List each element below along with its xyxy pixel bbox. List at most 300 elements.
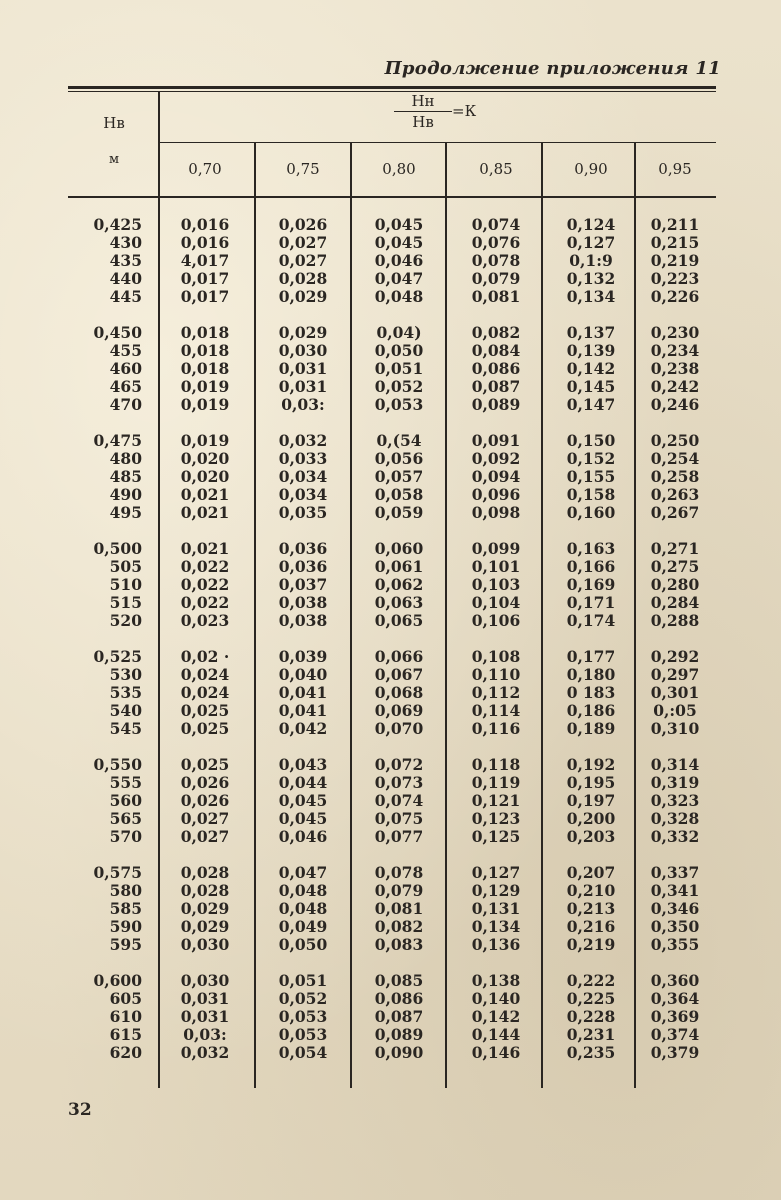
table-cell: 0,018 — [180, 341, 230, 360]
table-cell: 0,073 — [374, 773, 424, 792]
table-cell: 0,129 — [471, 881, 521, 900]
row-key: 535 — [109, 683, 142, 702]
table-cell: 0,086 — [471, 359, 521, 378]
table-cell: 0,222 — [566, 971, 616, 990]
table-cell: 0,364 — [650, 989, 700, 1008]
table-cell: 0,301 — [650, 683, 700, 702]
table-cell: 0,026 — [180, 791, 230, 810]
table-cell: 0,067 — [374, 665, 424, 684]
table-cell: 0,292 — [650, 647, 700, 666]
row-key: 610 — [109, 1007, 142, 1026]
row-key: 0,475 — [93, 431, 142, 450]
table-cell: 0,074 — [471, 215, 521, 234]
table-cell: 0,070 — [374, 719, 424, 738]
table-cell: 0,150 — [566, 431, 616, 450]
table-cell: 0,323 — [650, 791, 700, 810]
table-cell: 0,082 — [374, 917, 424, 936]
table-cell: 0,020 — [180, 467, 230, 486]
table-cell: 0,056 — [374, 449, 424, 468]
table-cell: 0,048 — [278, 881, 328, 900]
table-cell: 0,216 — [566, 917, 616, 936]
table-cell: 0,108 — [471, 647, 521, 666]
table-cell: 0,210 — [566, 881, 616, 900]
row-group — [0, 216, 781, 306]
table-cell: 0,103 — [471, 575, 521, 594]
table-cell: 0,045 — [374, 215, 424, 234]
table-cell: 0,140 — [471, 989, 521, 1008]
table-cell: 0,031 — [278, 359, 328, 378]
table-row — [0, 1008, 781, 1026]
row-group — [0, 972, 781, 1062]
ratio-fraction — [380, 92, 480, 134]
table-cell: 0,379 — [650, 1043, 700, 1062]
table-cell: 0,022 — [180, 575, 230, 594]
table-cell: 0,024 — [180, 665, 230, 684]
table-cell: 0,195 — [566, 773, 616, 792]
table-cell: 0,142 — [471, 1007, 521, 1026]
table-cell: 0,258 — [650, 467, 700, 486]
table-cell: 0,020 — [180, 449, 230, 468]
table-cell: 0,029 — [180, 917, 230, 936]
table-cell: 0,132 — [566, 269, 616, 288]
table-cell: 0,038 — [278, 593, 328, 612]
table-row — [0, 540, 781, 558]
table-cell: 0,074 — [374, 791, 424, 810]
row-key: 465 — [109, 377, 142, 396]
table-cell: 0,040 — [278, 665, 328, 684]
table-cell: 0,155 — [566, 467, 616, 486]
table-cell: 0,228 — [566, 1007, 616, 1026]
table-cell: 0,137 — [566, 323, 616, 342]
table-cell: 0,114 — [471, 701, 521, 720]
table-cell: 0,027 — [278, 233, 328, 252]
table-cell: 0,288 — [650, 611, 700, 630]
table-cell: 0,238 — [650, 359, 700, 378]
table-cell: 0,250 — [650, 431, 700, 450]
table-cell: 0,337 — [650, 863, 700, 882]
table-cell: 0,028 — [180, 881, 230, 900]
row-key: 0,575 — [93, 863, 142, 882]
table-cell: 0,063 — [374, 593, 424, 612]
table-cell: 0,069 — [374, 701, 424, 720]
table-row — [0, 1026, 781, 1044]
table-cell: 0,041 — [278, 683, 328, 702]
table-cell: 0,098 — [471, 503, 521, 522]
row-key: 555 — [109, 773, 142, 792]
table-cell: 0,223 — [650, 269, 700, 288]
table-cell: 0,147 — [566, 395, 616, 414]
row-key: 620 — [109, 1043, 142, 1062]
table-row — [0, 774, 781, 792]
table-cell: 0,048 — [278, 899, 328, 918]
header-divider — [160, 142, 716, 143]
table-cell: 0,297 — [650, 665, 700, 684]
table-row — [0, 882, 781, 900]
table-cell: 0,166 — [566, 557, 616, 576]
table-row — [0, 684, 781, 702]
table-cell: 0,112 — [471, 683, 521, 702]
table-cell: 0,104 — [471, 593, 521, 612]
column-header: 0,90 — [574, 160, 608, 178]
table-cell: 0,034 — [278, 485, 328, 504]
table-cell: 0,284 — [650, 593, 700, 612]
table-cell: 0,029 — [180, 899, 230, 918]
table-cell: 0,053 — [278, 1025, 328, 1044]
table-cell: 0,036 — [278, 557, 328, 576]
table-cell: 0,021 — [180, 503, 230, 522]
column-header: 0,70 — [188, 160, 222, 178]
table-cell: 0,042 — [278, 719, 328, 738]
table-row — [0, 360, 781, 378]
table-body — [0, 216, 781, 1080]
table-cell: 0,017 — [180, 287, 230, 306]
table-row — [0, 432, 781, 450]
table-cell: 0,050 — [278, 935, 328, 954]
column-header: 0,85 — [479, 160, 513, 178]
table-cell: 0,263 — [650, 485, 700, 504]
table-cell: 0,026 — [278, 215, 328, 234]
table-cell: 0,106 — [471, 611, 521, 630]
table-cell: 0,123 — [471, 809, 521, 828]
table-cell: 0,022 — [180, 593, 230, 612]
table-cell: 0,027 — [180, 827, 230, 846]
row-key: 530 — [109, 665, 142, 684]
table-cell: 0,1:9 — [569, 251, 613, 270]
table-cell: 0,038 — [278, 611, 328, 630]
table-cell: 0 183 — [566, 683, 616, 702]
row-key: 505 — [109, 557, 142, 576]
table-cell: 0,028 — [180, 863, 230, 882]
table-cell: 0,090 — [374, 1043, 424, 1062]
table-cell: 0,144 — [471, 1025, 521, 1044]
table-cell: 0,018 — [180, 323, 230, 342]
table-row — [0, 972, 781, 990]
table-row — [0, 342, 781, 360]
table-cell: 0,076 — [471, 233, 521, 252]
table-cell: 0,036 — [278, 539, 328, 558]
table-cell: 0,158 — [566, 485, 616, 504]
table-cell: 0,028 — [278, 269, 328, 288]
table-cell: 0,138 — [471, 971, 521, 990]
row-key: 520 — [109, 611, 142, 630]
table-cell: 0,089 — [471, 395, 521, 414]
table-row — [0, 234, 781, 252]
table-cell: 0,207 — [566, 863, 616, 882]
column-header: 0,80 — [382, 160, 416, 178]
table-cell: 0,341 — [650, 881, 700, 900]
row-key: 0,550 — [93, 755, 142, 774]
table-cell: 0,037 — [278, 575, 328, 594]
table-row — [0, 450, 781, 468]
table-cell: 0,034 — [278, 467, 328, 486]
table-cell: 0,072 — [374, 755, 424, 774]
row-key: 440 — [109, 269, 142, 288]
row-key: 0,500 — [93, 539, 142, 558]
row-header-unit: м — [108, 152, 120, 167]
table-cell: 0,169 — [566, 575, 616, 594]
table-row — [0, 378, 781, 396]
table-cell: 0,03: — [281, 395, 325, 414]
table-cell: 0,134 — [471, 917, 521, 936]
table-cell: 0,039 — [278, 647, 328, 666]
table-cell: 0,332 — [650, 827, 700, 846]
table-cell: 0,146 — [471, 1043, 521, 1062]
table-cell: 0,139 — [566, 341, 616, 360]
table-cell: 0,023 — [180, 611, 230, 630]
row-key: 455 — [109, 341, 142, 360]
table-cell: 0,094 — [471, 467, 521, 486]
table-cell: 0,087 — [471, 377, 521, 396]
table-cell: 0,136 — [471, 935, 521, 954]
table-cell: 0,046 — [374, 251, 424, 270]
table-cell: 0,203 — [566, 827, 616, 846]
row-key: 460 — [109, 359, 142, 378]
row-key: 580 — [109, 881, 142, 900]
table-cell: 0,089 — [374, 1025, 424, 1044]
table-cell: 0,024 — [180, 683, 230, 702]
table-cell: 0,062 — [374, 575, 424, 594]
table-cell: 0,078 — [471, 251, 521, 270]
row-key: 605 — [109, 989, 142, 1008]
table-row — [0, 666, 781, 684]
table-cell: 0,03: — [183, 1025, 227, 1044]
table-cell: 0,226 — [650, 287, 700, 306]
table-cell: 0,186 — [566, 701, 616, 720]
row-key: 560 — [109, 791, 142, 810]
table-cell: 0,142 — [566, 359, 616, 378]
table-cell: 0,025 — [180, 719, 230, 738]
table-row — [0, 720, 781, 738]
table-cell: 0,081 — [471, 287, 521, 306]
table-cell: 0,060 — [374, 539, 424, 558]
table-cell: 0,177 — [566, 647, 616, 666]
table-cell: 0,019 — [180, 395, 230, 414]
table-cell: 0,022 — [180, 557, 230, 576]
table-cell: 0,04) — [376, 323, 422, 342]
table-row — [0, 810, 781, 828]
table-cell: 0,119 — [471, 773, 521, 792]
table-cell: 0,267 — [650, 503, 700, 522]
table-cell: 0,271 — [650, 539, 700, 558]
table-cell: 0,275 — [650, 557, 700, 576]
table-cell: 0,075 — [374, 809, 424, 828]
table-cell: 0,065 — [374, 611, 424, 630]
table-cell: 0,125 — [471, 827, 521, 846]
table-cell: 0,027 — [180, 809, 230, 828]
row-key: 0,525 — [93, 647, 142, 666]
table-row — [0, 288, 781, 306]
table-cell: 0,110 — [471, 665, 521, 684]
table-cell: 0,031 — [180, 1007, 230, 1026]
table-cell: 0,163 — [566, 539, 616, 558]
table-row — [0, 900, 781, 918]
table-cell: 0,049 — [278, 917, 328, 936]
row-key: 480 — [109, 449, 142, 468]
row-key: 565 — [109, 809, 142, 828]
row-key: 515 — [109, 593, 142, 612]
table-cell: 0,02 · — [180, 647, 230, 666]
row-key: 445 — [109, 287, 142, 306]
row-group — [0, 648, 781, 738]
table-cell: 0,048 — [374, 287, 424, 306]
table-cell: 0,171 — [566, 593, 616, 612]
table-cell: 0,219 — [650, 251, 700, 270]
table-cell: 0,051 — [278, 971, 328, 990]
table-cell: 0,047 — [374, 269, 424, 288]
table-row — [0, 1044, 781, 1062]
row-key: 435 — [109, 251, 142, 270]
table-cell: 0,213 — [566, 899, 616, 918]
table-cell: 0,310 — [650, 719, 700, 738]
table-cell: 0,045 — [278, 791, 328, 810]
table-cell: 0,019 — [180, 431, 230, 450]
table-cell: 0,026 — [180, 773, 230, 792]
table-cell: 0,225 — [566, 989, 616, 1008]
table-cell: 0,031 — [180, 989, 230, 1008]
column-header-rule — [68, 196, 716, 198]
table-cell: 0,124 — [566, 215, 616, 234]
table-cell: 0,017 — [180, 269, 230, 288]
table-cell: 0,081 — [374, 899, 424, 918]
table-cell: 0,314 — [650, 755, 700, 774]
table-row — [0, 594, 781, 612]
row-key: 495 — [109, 503, 142, 522]
table-cell: 0,029 — [278, 287, 328, 306]
table-cell: 0,127 — [471, 863, 521, 882]
table-cell: 0,077 — [374, 827, 424, 846]
table-cell: 0,029 — [278, 323, 328, 342]
column-header: 0,75 — [286, 160, 320, 178]
table-cell: 0,041 — [278, 701, 328, 720]
table-row — [0, 324, 781, 342]
table-cell: 0,160 — [566, 503, 616, 522]
table-row — [0, 990, 781, 1008]
table-row — [0, 702, 781, 720]
table-cell: 0,082 — [471, 323, 521, 342]
table-cell: 0,061 — [374, 557, 424, 576]
table-cell: 0,246 — [650, 395, 700, 414]
table-row — [0, 756, 781, 774]
table-cell: 0,043 — [278, 755, 328, 774]
table-row — [0, 486, 781, 504]
table-cell: 0,280 — [650, 575, 700, 594]
table-row — [0, 936, 781, 954]
row-group — [0, 756, 781, 846]
row-group — [0, 540, 781, 630]
table-cell: 0,044 — [278, 773, 328, 792]
table-cell: 0,045 — [374, 233, 424, 252]
row-header-label: Нв — [103, 114, 125, 132]
table-cell: 0,197 — [566, 791, 616, 810]
table-cell: 0,079 — [471, 269, 521, 288]
table-cell: 0,350 — [650, 917, 700, 936]
table-cell: 0,053 — [278, 1007, 328, 1026]
row-key: 590 — [109, 917, 142, 936]
table-cell: 0,027 — [278, 251, 328, 270]
row-key: 0,450 — [93, 323, 142, 342]
table-row — [0, 396, 781, 414]
table-cell: 0,180 — [566, 665, 616, 684]
table-cell: 0,152 — [566, 449, 616, 468]
table-cell: 0,116 — [471, 719, 521, 738]
table-row — [0, 864, 781, 882]
table-cell: 0,016 — [180, 215, 230, 234]
fraction-bar — [394, 111, 452, 112]
page-number: 32 — [68, 1100, 92, 1120]
table-cell: 0,121 — [471, 791, 521, 810]
row-key: 430 — [109, 233, 142, 252]
table-cell: 0,083 — [374, 935, 424, 954]
table-cell: 0,328 — [650, 809, 700, 828]
table-row — [0, 270, 781, 288]
fraction-numerator: Нн — [411, 92, 435, 110]
table-cell: 0,215 — [650, 233, 700, 252]
table-cell: 0,047 — [278, 863, 328, 882]
table-cell: 0,091 — [471, 431, 521, 450]
table-cell: 0,066 — [374, 647, 424, 666]
table-cell: 0,052 — [374, 377, 424, 396]
table-cell: 0,059 — [374, 503, 424, 522]
row-key: 570 — [109, 827, 142, 846]
row-key: 0,425 — [93, 215, 142, 234]
table-cell: 0,145 — [566, 377, 616, 396]
table-cell: 0,016 — [180, 233, 230, 252]
table-cell: 0,032 — [180, 1043, 230, 1062]
table-cell: 0,033 — [278, 449, 328, 468]
row-key: 490 — [109, 485, 142, 504]
table-cell: 0,035 — [278, 503, 328, 522]
table-cell: 0,360 — [650, 971, 700, 990]
table-row — [0, 648, 781, 666]
table-cell: 0,134 — [566, 287, 616, 306]
table-cell: 0,021 — [180, 539, 230, 558]
fraction-equals: =К — [452, 102, 477, 120]
top-rule — [68, 86, 716, 89]
table-cell: 0,319 — [650, 773, 700, 792]
table-cell: 0,:05 — [653, 701, 697, 720]
table-cell: 0,053 — [374, 395, 424, 414]
row-key: 585 — [109, 899, 142, 918]
table-cell: 0,131 — [471, 899, 521, 918]
table-row — [0, 468, 781, 486]
table-cell: 0,030 — [180, 971, 230, 990]
row-key: 540 — [109, 701, 142, 720]
table-cell: 0,052 — [278, 989, 328, 1008]
table-cell: 0,050 — [374, 341, 424, 360]
table-cell: 0,092 — [471, 449, 521, 468]
table-cell: 0,355 — [650, 935, 700, 954]
table-cell: 0,374 — [650, 1025, 700, 1044]
table-cell: 0,242 — [650, 377, 700, 396]
row-key: 0,600 — [93, 971, 142, 990]
table-cell: 0,174 — [566, 611, 616, 630]
table-cell: 0,046 — [278, 827, 328, 846]
table-cell: 0,025 — [180, 701, 230, 720]
fraction-denominator: Нв — [412, 113, 434, 131]
table-cell: 0,346 — [650, 899, 700, 918]
table-cell: 0,018 — [180, 359, 230, 378]
table-cell: 0,078 — [374, 863, 424, 882]
row-key: 510 — [109, 575, 142, 594]
table-cell: 0,219 — [566, 935, 616, 954]
row-key: 485 — [109, 467, 142, 486]
table-cell: 4,017 — [180, 251, 230, 270]
table-cell: 0,079 — [374, 881, 424, 900]
table-row — [0, 558, 781, 576]
table-row — [0, 918, 781, 936]
table-cell: 0,127 — [566, 233, 616, 252]
row-group — [0, 864, 781, 954]
